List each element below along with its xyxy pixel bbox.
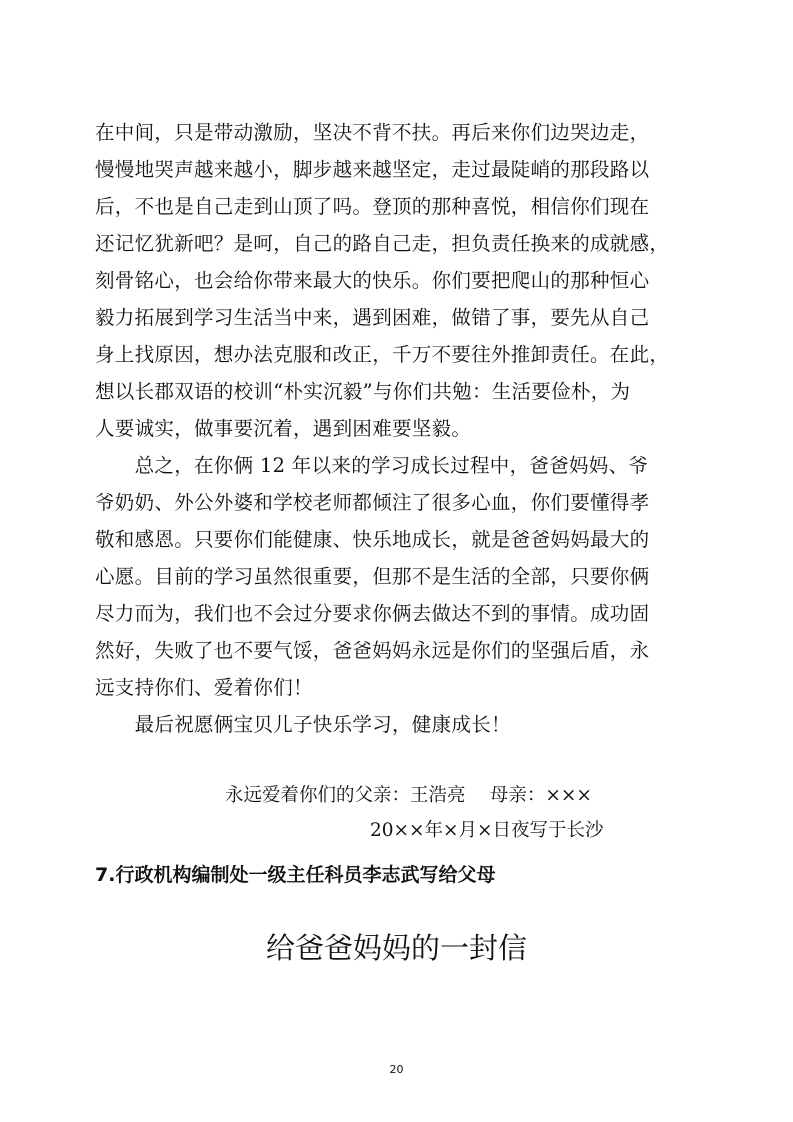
body-line: 总之，在你俩 12 年以来的学习成长过程中，爸爸妈妈、爷 bbox=[95, 454, 649, 477]
body-line: 尽力而为，我们也不会过分要求你俩去做达不到的事情。成功固 bbox=[95, 602, 650, 625]
body-line: 慢慢地哭声越来越小，脚步越来越坚定，走过最陡峭的那段路以 bbox=[95, 158, 650, 181]
body-line: 毅力拓展到学习生活当中来，遇到困难，做错了事，要先从自己 bbox=[95, 306, 650, 329]
body-line: 然好，失败了也不要气馁，爸爸妈妈永远是你们的坚强后盾，永 bbox=[95, 639, 650, 662]
body-line: 人要诚实，做事要沉着，遇到困难要坚毅。 bbox=[95, 417, 472, 440]
body-line: 爷奶奶、外公外婆和学校老师都倾注了很多心血，你们要懂得孝 bbox=[95, 491, 650, 514]
body-line: 身上找原因，想办法克服和改正，千万不要往外推卸责任。在此， bbox=[95, 343, 670, 366]
body-line: 后，不也是自己走到山顶了吗。登顶的那种喜悦，相信你们现在 bbox=[95, 195, 650, 218]
body-line: 还记忆犹新吧？是呵，自己的路自己走，担负责任换来的成就感， bbox=[95, 232, 670, 255]
signature-names: 永远爱着你们的父亲：王浩亮 母亲：××× bbox=[225, 785, 592, 806]
letter-title: 给爸爸妈妈的一封信 bbox=[265, 931, 527, 965]
signature-date: 20××年×月×日夜写于长沙 bbox=[370, 820, 604, 841]
body-line: 在中间，只是带动激励，坚决不背不扶。再后来你们边哭边走， bbox=[95, 121, 650, 144]
body-line: 想以长郡双语的校训“朴实沉毅”与你们共勉：生活要俭朴，为 bbox=[95, 380, 631, 403]
body-line: 心愿。目前的学习虽然很重要，但那不是生活的全部，只要你俩 bbox=[95, 565, 650, 588]
body-line: 敬和感恩。只要你们能健康、快乐地成长，就是爸爸妈妈最大的 bbox=[95, 528, 650, 551]
section-heading: 7.行政机构编制处一级主任科员李志武写给父母 bbox=[95, 864, 496, 886]
body-line: 远支持你们、爱着你们！ bbox=[95, 676, 313, 699]
body-line: 刻骨铭心，也会给你带来最大的快乐。你们要把爬山的那种恒心 bbox=[95, 269, 650, 292]
page-number: 20 bbox=[389, 1063, 404, 1076]
body-line: 最后祝愿俩宝贝儿子快乐学习，健康成长！ bbox=[95, 713, 511, 736]
